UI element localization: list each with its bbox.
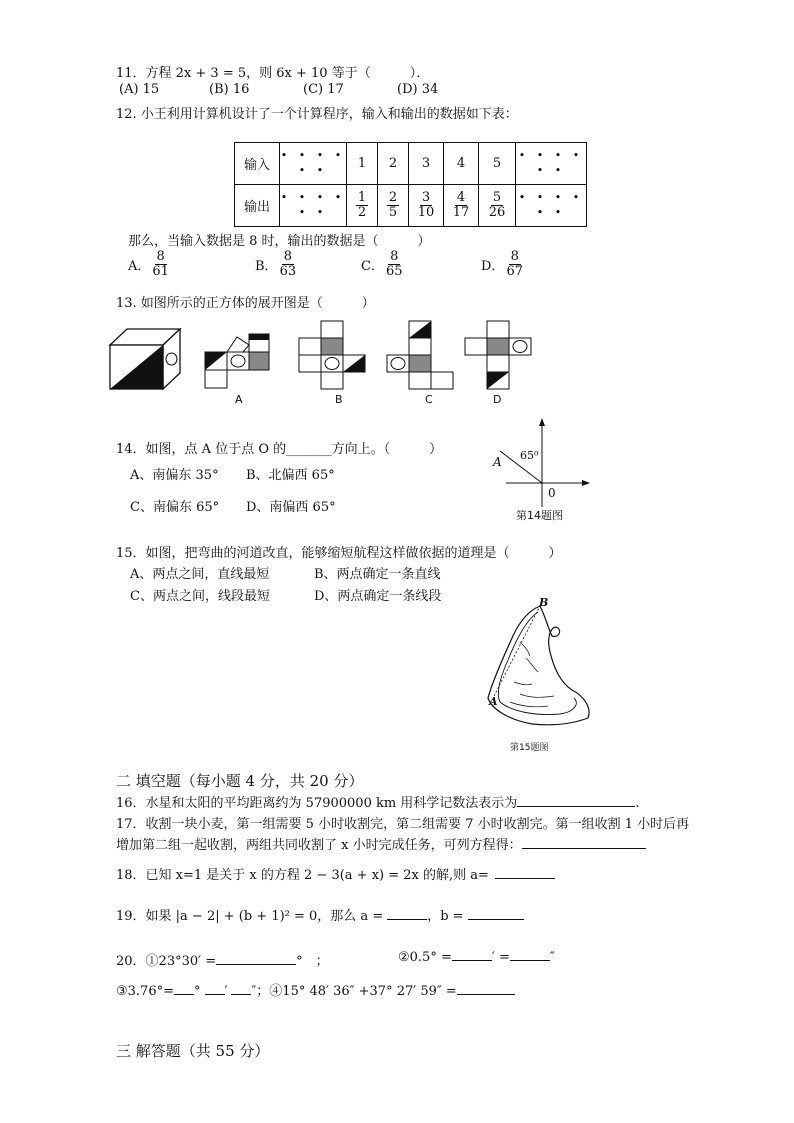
q14-option-d: D、南偏西 65° (246, 500, 336, 515)
answer-blank[interactable] (231, 994, 251, 995)
table-cell: 4 (444, 143, 479, 185)
answer-blank[interactable] (216, 964, 296, 965)
q14-option-a: A、南偏东 35° (130, 468, 219, 483)
answer-blank[interactable] (468, 919, 524, 920)
table-cell: $\frac{3}{10}$ (409, 185, 444, 227)
ellipsis-bottom: • • (298, 205, 328, 219)
q14-angle-label: 65⁰ (520, 449, 539, 462)
io-table (234, 142, 587, 227)
q17-line1: 17．收割一块小麦，第一组需要 5 小时收割完，第二组需要 7 小时收割完。第一组收割 1 小时后再 (116, 817, 690, 832)
net-d (463, 320, 535, 390)
q11-stem: 11．方程 2x + 3 = 5，则 6x + 10 等于（ ）． (116, 66, 430, 81)
ellipsis-bottom: • • (536, 163, 566, 177)
table-cell: 3 (409, 143, 444, 185)
q12-option-b: B． $\frac{8}{63}$ (255, 249, 297, 279)
answer-blank[interactable] (387, 919, 427, 920)
q19: 19．如果 |a − 2| + (b + 1)² = 0，那么 a = ，b = (116, 905, 524, 924)
river-figure (480, 598, 600, 738)
q20-part1: 20．①23°30′ = ° ； (116, 954, 329, 969)
q18: 18．已知 x=1 是关于 x 的方程 2 − 3(a + x) = 2x 的解,则 a= (116, 864, 555, 883)
answer-blank[interactable] (205, 994, 225, 995)
q16: 16．水星和太阳的平均距离约为 57900000 km 用科学记数法表示为 . (116, 796, 640, 811)
ellipsis-cell (280, 143, 347, 185)
q15-option-c: C、两点之间，线段最短 (130, 589, 270, 604)
q12-option-d: D． $\frac{8}{67}$ (481, 249, 523, 279)
q14-point-o: 0 (548, 486, 556, 500)
ellipsis-bottom: • • (536, 205, 566, 219)
table-cell: $\frac{4}{17}$ (444, 185, 479, 227)
q11-option-a: (A) 15 (119, 82, 160, 97)
q14-stem: 14．如图，点 A 位于点 O 的_______方向上。（ ） (116, 442, 443, 457)
q15-option-b: B、两点确定一条直线 (314, 567, 441, 582)
ellipsis-top: • • • • (518, 149, 584, 163)
ellipsis-top: • • • • (280, 191, 346, 205)
q12-option-c: C． $\frac{8}{65}$ (361, 249, 403, 279)
net-a (203, 333, 271, 389)
ellipsis-bottom: • • (298, 163, 328, 177)
ellipsis-cell (280, 185, 347, 227)
ellipsis-top: • • • • (518, 191, 584, 205)
section2-title: 二 填空题（每小题 4 分，共 20 分） (116, 772, 364, 790)
answer-blank[interactable] (517, 806, 635, 807)
table-row-label-input: 输入 (235, 143, 280, 185)
q11-option-d: (D) 34 (397, 82, 439, 97)
q14-caption: 第14题图 (516, 509, 563, 522)
table-cell: $\frac{2}{5}$ (378, 185, 409, 227)
q12-option-a: A． $\frac{8}{61}$ (128, 249, 169, 279)
answer-blank[interactable] (174, 994, 194, 995)
ellipsis-top: • • • • (280, 149, 346, 163)
answer-blank[interactable] (510, 960, 550, 961)
q17-line2: 增加第二组一起收割，两组共同收割了 x 小时完成任务，可列方程得： (116, 834, 646, 853)
ellipsis-cell (516, 185, 587, 227)
net-d-label: D (493, 393, 502, 406)
q15-caption: 第15题图 (510, 743, 549, 753)
q15-option-d: D、两点确定一条线段 (314, 589, 442, 604)
answer-blank[interactable] (495, 878, 555, 879)
q15-point-b: B (539, 596, 549, 609)
q15-option-a: A、两点之间，直线最短 (130, 567, 270, 582)
answer-blank[interactable] (452, 960, 492, 961)
q14-option-b: B、北偏西 65° (246, 468, 335, 483)
net-b-label: B (335, 393, 343, 406)
q15-stem: 15．如图，把弯曲的河道改直，能够缩短航程这样做依据的道理是（ ） (116, 546, 562, 561)
q12-followup: 那么，当输入数据是 8 时，输出的数据是（ ） (128, 234, 431, 249)
answer-blank[interactable] (457, 994, 515, 995)
table-cell: 1 (347, 143, 378, 185)
q20-part3: ③3.76°= ° ′ ″；④15° 48′ 36″ +37° 27′ 59″ = (116, 980, 515, 999)
q20-part2: ②0.5° = ′ = ″ (398, 950, 555, 965)
net-b (297, 320, 367, 390)
net-c (385, 320, 455, 390)
table-cell: $\frac{1}{2}$ (347, 185, 378, 227)
net-a-label: A (235, 393, 243, 406)
q11-option-c: (C) 17 (303, 82, 344, 97)
q11-option-b: (B) 16 (209, 82, 250, 97)
q12-stem: 12. 小王利用计算机设计了一个计算程序，输入和输出的数据如下表： (116, 107, 518, 122)
answer-blank[interactable] (522, 848, 646, 849)
section3-title: 三 解答题（共 55 分） (116, 1042, 270, 1060)
q14-point-a: A (493, 455, 502, 469)
table-row-label-output: 输出 (235, 185, 280, 227)
cube-figure (108, 325, 183, 390)
table-cell: 2 (378, 143, 409, 185)
q13-stem: 13. 如图所示的正方体的展开图是（ ） (116, 296, 375, 311)
table-cell: 5 (479, 143, 516, 185)
table-cell: $\frac{5}{26}$ (479, 185, 516, 227)
ellipsis-cell (516, 143, 587, 185)
q15-point-a: A (489, 695, 498, 708)
q14-option-c: C、南偏东 65° (130, 500, 220, 515)
net-c-label: C (425, 393, 433, 406)
